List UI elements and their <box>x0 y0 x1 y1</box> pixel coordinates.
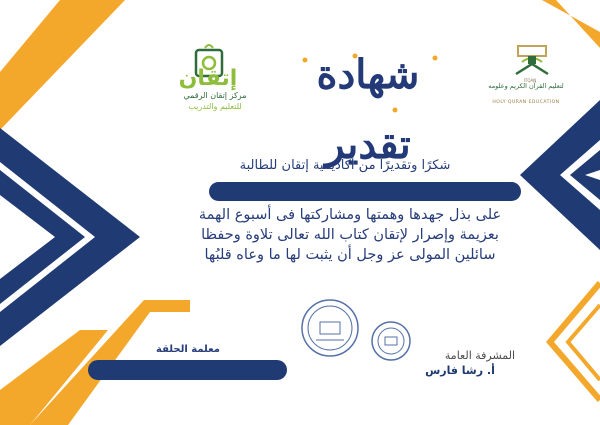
left-logo-subtitle <box>170 90 260 112</box>
body-line-1: على بذل جهدها وهمتها ومشاركتها فى أسبوع الهمة <box>198 207 502 223</box>
teacher-label: معلمة الحلقة <box>156 344 220 355</box>
supervisor-name: أ. رشا فارس <box>425 364 495 377</box>
body-line-2: بعزيمة وإصرار لإتقان كتاب الله تعالى تلاوة وحفظا <box>201 227 499 243</box>
left-logo-subtitle-line: مركز إتقان الرقمي <box>183 91 247 100</box>
right-gold-outline <box>550 283 600 400</box>
right-gold-top <box>542 0 600 48</box>
supervisor-label: المشرفة العامة <box>444 349 516 362</box>
intro-text: شكرًا وتقديرًا من أكاديمية إتقان للطالبة <box>239 158 451 173</box>
left-logo-name: إتقان <box>178 66 238 91</box>
right-logo-english: HOLY QURAN EDUCATION <box>492 100 560 105</box>
left-logo-tagline: للتعليم والتدريب <box>188 102 242 111</box>
right-logo-arabic: لتعليم القرآن الكريم وعلومه <box>488 82 564 90</box>
teacher-name-field <box>88 360 287 380</box>
student-name-field <box>209 182 521 201</box>
certificate-title: شهادة تقدير <box>316 51 420 168</box>
body-line-3: سائلين المولى عز وجل أن يثبت لها ما وعاه قلبُها <box>204 247 496 263</box>
seal-stamp-icon <box>300 298 360 358</box>
certificate-body <box>150 205 550 265</box>
academy-logo-icon <box>512 44 552 80</box>
right-logo-small: ITQAN <box>523 78 537 83</box>
small-seal-icon <box>370 320 412 362</box>
